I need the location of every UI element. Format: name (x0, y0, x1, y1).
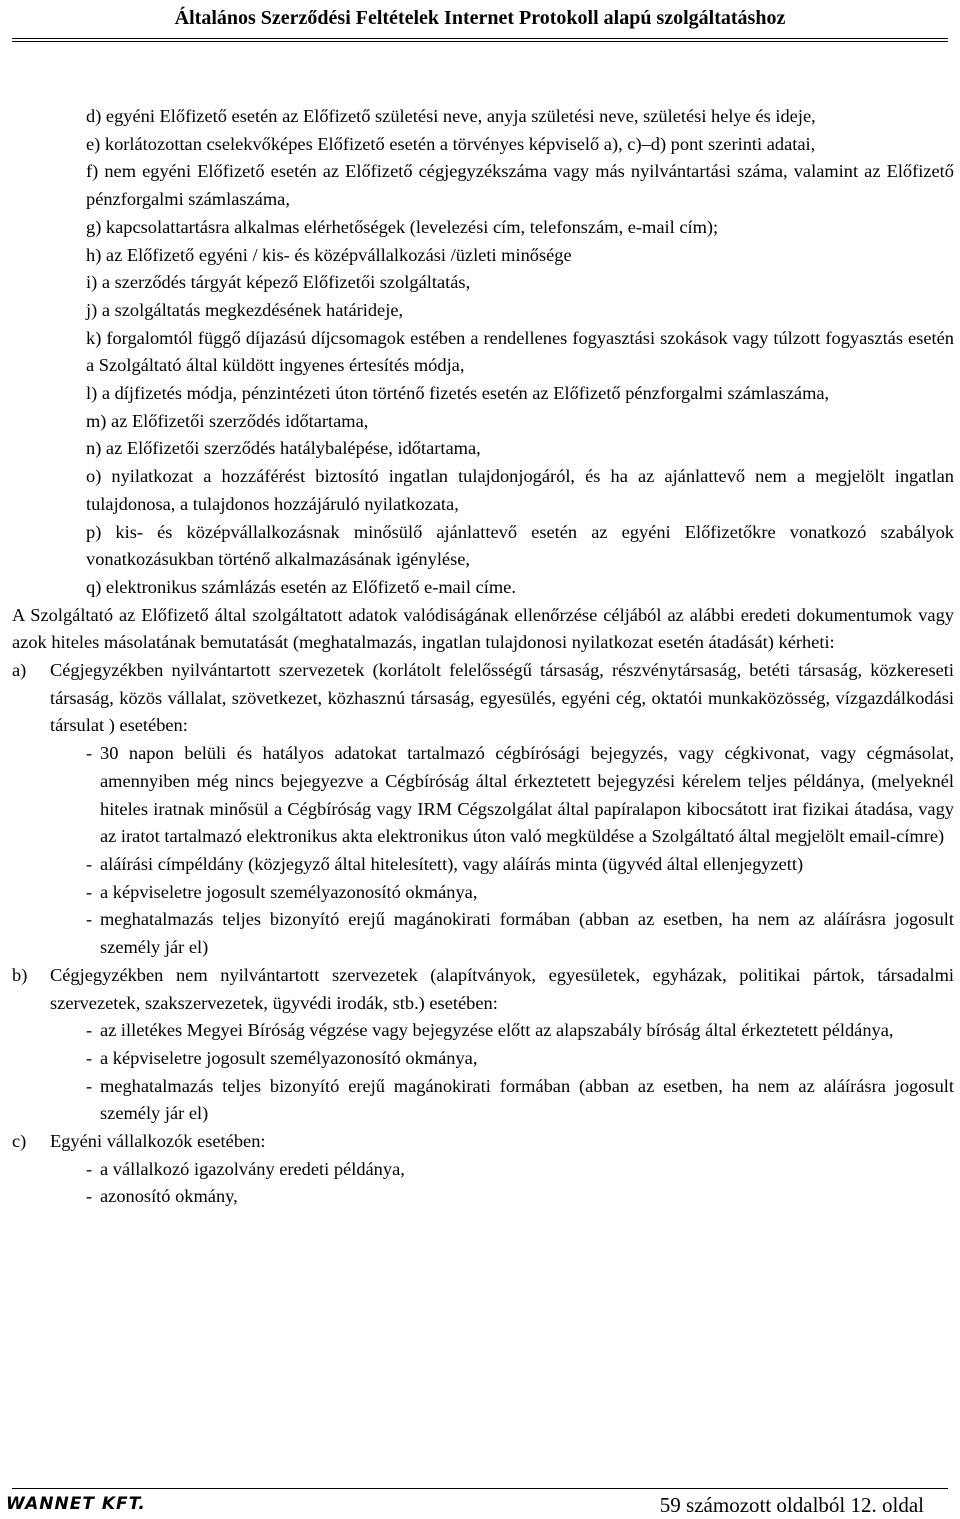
section-letter: b) (12, 964, 28, 985)
section-text: Cégjegyzékben nyilvántartott szervezetek (korlátolt felelősségű társaság, részvénytársaság, betéti társaság, közkereseti társaság, közös vállalat, szövetkezet, közhasznú társaság, egyesülés, egyéni cég, oktatói munkaközösség, vízgazdálkodási társulat ) esetében: (50, 660, 954, 736)
list-item-text: meghatalmazás teljes bizonyító erejű magánokirati formában (abban az esetben, ha nem az aláírásra jogosult személy jár el) (100, 1075, 954, 1124)
section-a (12, 657, 954, 740)
list-item (12, 1156, 954, 1184)
section-b (12, 962, 954, 1017)
company-logo: WANNET KFT. (6, 1494, 146, 1514)
list-item: p) kis- és középvállalkozásnak minősülő ajánlattevő esetén az egyéni Előfizetőkre vonatkozó szabályok vonatkozásukban történő alkalmazásának igénylése, (86, 521, 954, 570)
list-item-text: a vállalkozó igazolvány eredeti példánya, (100, 1158, 405, 1179)
dash-marker: - (86, 1075, 93, 1096)
section-c (12, 1128, 954, 1156)
list-item (12, 740, 954, 851)
list-item: j) a szolgáltatás megkezdésének határideje, (86, 299, 404, 320)
section-letter: c) (12, 1131, 27, 1152)
list-item: f) nem egyéni Előfizető esetén az Előfizető cégjegyzékszáma vagy más nyilvántartási száma, valamint az Előfizető pénzforgalmi számlaszáma, (86, 161, 954, 210)
list-item (12, 879, 954, 907)
list-item: n) az Előfizetői szerződés hatálybalépése, időtartama, (86, 438, 481, 459)
header-rule (12, 38, 948, 39)
list-item (12, 1183, 954, 1211)
list-item: l) a díjfizetés módja, pénzintézeti úton történő fizetés esetén az Előfizető pénzforgalmi számlaszáma, (86, 383, 830, 404)
list-item-text: azonosító okmány, (100, 1186, 238, 1207)
list-item (12, 851, 954, 879)
list-item-text: aláírási címpéldány (közjegyző által hitelesített), vagy aláírás minta (ügyvéd által ellenjegyzett) (100, 853, 804, 874)
page-header-title: Általános Szerződési Feltételek Internet Protokoll alapú szolgáltatáshoz (174, 7, 786, 29)
dash-marker: - (86, 853, 93, 874)
list-item: h) az Előfizető egyéni / kis- és középvállalkozási /üzleti minősége (86, 244, 572, 265)
header-rule-double (12, 41, 948, 42)
list-item-text: a képviseletre jogosult személyazonosító okmánya, (100, 1047, 478, 1068)
dash-marker: - (86, 1186, 93, 1207)
list-item (12, 1073, 954, 1128)
list-item: k) forgalomtól függő díjazású díjcsomagok estében a rendellenes fogyasztási szokások vagy túlzott fogyasztás esetén a Szolgáltató által küldött ingyenes értesítés módja, (86, 327, 954, 376)
list-item-text: az illetékes Megyei Bíróság végzése vagy bejegyzése előtt az alapszabály bíróság által érkeztetett példánya, (100, 1020, 894, 1041)
document-body (12, 103, 954, 1211)
list-item-text: 30 napon belüli és hatályos adatokat tartalmazó cégbírósági bejegyzés, vagy cégkivonat, vagy cégmásolat, amennyiben még nincs bejegyezve a Cégbíróság által érkeztetett bejegyzési kérelem teljes példánya, (melyeknél hiteles iratnak minősül a Cégbíróság vagy IRM Cégszolgálat által papíralapon kibocsátott irat fizikai átadása, vagy az iratot tartalmazó elektronikus akta elektronikus úton való megküldése a Szolgáltató által megjelölt email-címre) (100, 743, 954, 847)
list-item-text: a képviseletre jogosult személyazonosító okmánya, (100, 881, 478, 902)
list-item: q) elektronikus számlázás esetén az Előfizető e-mail címe. (86, 576, 516, 597)
list-item (12, 1017, 954, 1045)
list-item: o) nyilatkozat a hozzáférést biztosító ingatlan tulajdonjogáról, és ha az ajánlattevő nem a megjelölt ingatlan tulajdonosa, a tulajdonos hozzájáruló nyilatkozata, (86, 466, 954, 514)
list-item (12, 1045, 954, 1073)
footer-rule (12, 1488, 948, 1489)
dash-marker: - (86, 909, 93, 930)
contract-data-list (12, 103, 954, 602)
list-item: m) az Előfizetői szerződés időtartama, (86, 410, 369, 431)
dash-marker: - (86, 1020, 93, 1041)
list-item-text: meghatalmazás teljes bizonyító erejű magánokirati formában (abban az esetben, ha nem az aláírásra jogosult személy jár el) (100, 909, 954, 958)
section-text: Cégjegyzékben nem nyilvántartott szervezetek (alapítványok, egyesületek, egyházak, politikai pártok, társadalmi szervezetek, szakszervezetek, ügyvédi irodák, stb.) esetében: (50, 964, 954, 1013)
intro-paragraph: A Szolgáltató az Előfizető által szolgáltatott adatok valódiságának ellenőrzése céljából az alábbi eredeti dokumentumok vagy azok hiteles másolatának bemutatását (meghatalmazás, ingatlan tulajdonosi nyilatkozat esetén átadását) kérheti: (12, 604, 954, 653)
list-item: g) kapcsolattartásra alkalmas elérhetőségek (levelezési cím, telefonszám, e-mail cím); (86, 216, 719, 237)
list-item: e) korlátozottan cselekvőképes Előfizető esetén a törvényes képviselő a), c)–d) pont szerinti adatai, (86, 133, 816, 154)
dash-marker: - (86, 1158, 93, 1179)
list-item (12, 906, 954, 961)
dash-marker: - (86, 881, 93, 902)
list-item: d) egyéni Előfizető esetén az Előfizető születési neve, anyja születési neve, születési helye és ideje, (86, 106, 816, 126)
dash-marker: - (86, 743, 93, 764)
section-text: Egyéni vállalkozók esetében: (50, 1131, 266, 1152)
dash-marker: - (86, 1047, 93, 1068)
section-letter: a) (12, 660, 27, 681)
page-number: 59 számozott oldalból 12. oldal (659, 1493, 924, 1517)
list-item: i) a szerződés tárgyát képező Előfizetői szolgáltatás, (86, 272, 471, 293)
